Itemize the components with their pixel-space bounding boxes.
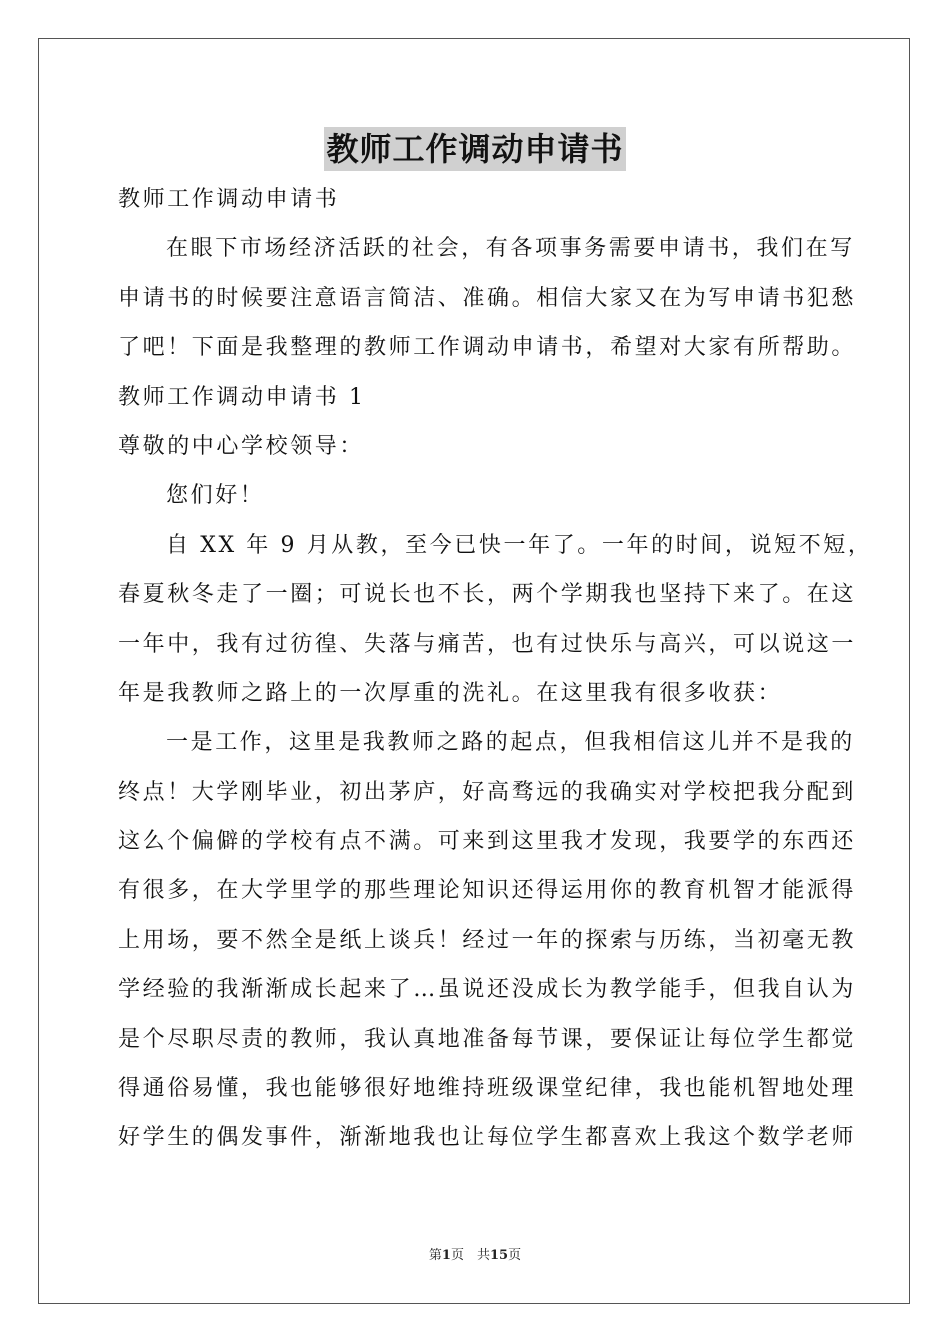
text-line: 一是工作，这里是我教师之路的起点，但我相信这儿并不是我的 <box>166 730 855 756</box>
text-line: 上用场，要不然全是纸上谈兵！经过一年的探索与历练，当初毫无教 <box>118 927 857 953</box>
page-footer <box>0 1244 950 1263</box>
text-line: 教师工作调动申请书 1 <box>118 384 366 410</box>
text-line: 在眼下市场经济活跃的社会，有各项事务需要申请书，我们在写 <box>166 236 855 262</box>
footer-page-current: 1 <box>441 1248 451 1263</box>
text-line: 得通俗易懂，我也能够很好地维持班级课堂纪律，我也能机智地处理 <box>118 1076 857 1102</box>
text-line: 您们好！ <box>166 483 265 509</box>
title-area <box>0 127 950 171</box>
text-line: 好学生的偶发事件，渐渐地我也让每位学生都喜欢上我这个数学老师 <box>118 1125 857 1151</box>
text-line: 尊敬的中心学校领导： <box>118 433 365 459</box>
text-line: 是个尽职尽责的教师，我认真地准备每节课，要保证让每位学生都觉 <box>118 1026 857 1052</box>
footer-prefix: 第 <box>428 1248 442 1263</box>
text-line: 申请书的时候要注意语言简洁、准确。相信大家又在为写申请书犯愁 <box>118 285 857 311</box>
text-line: 学经验的我渐渐成长起来了…虽说还没成长为教学能手，但我自认为 <box>118 977 857 1003</box>
text-line: 教师工作调动申请书 <box>118 187 340 212</box>
text-line: 一年中，我有过彷徨、失落与痛苦，也有过快乐与高兴，可以说这一 <box>118 631 857 657</box>
footer-page-total: 15 <box>489 1248 509 1263</box>
footer-mid: 页 共 <box>450 1248 490 1263</box>
text-line: 终点！大学刚毕业，初出茅庐，好高骛远的我确实对学校把我分配到 <box>118 779 857 805</box>
footer-suffix: 页 <box>508 1248 522 1263</box>
text-line: 了吧！下面是我整理的教师工作调动申请书，希望对大家有所帮助。 <box>118 335 857 361</box>
text-line: 春夏秋冬走了一圈；可说长也不长，两个学期我也坚持下来了。在这 <box>118 582 857 608</box>
text-line: 年是我教师之路上的一次厚重的洗礼。在这里我有很多收获： <box>118 680 783 706</box>
text-line: 这么个偏僻的学校有点不满。可来到这里我才发现，我要学的东西还 <box>118 829 857 855</box>
document-body <box>118 175 873 1163</box>
text-line: 有很多，在大学里学的那些理论知识还得运用你的教育机智才能派得 <box>118 878 857 904</box>
document-title: 教师工作调动申请书 <box>324 127 625 171</box>
text-line: 自 XX 年 9 月从教，至今已快一年了。一年的时间，说短不短， <box>166 532 873 558</box>
